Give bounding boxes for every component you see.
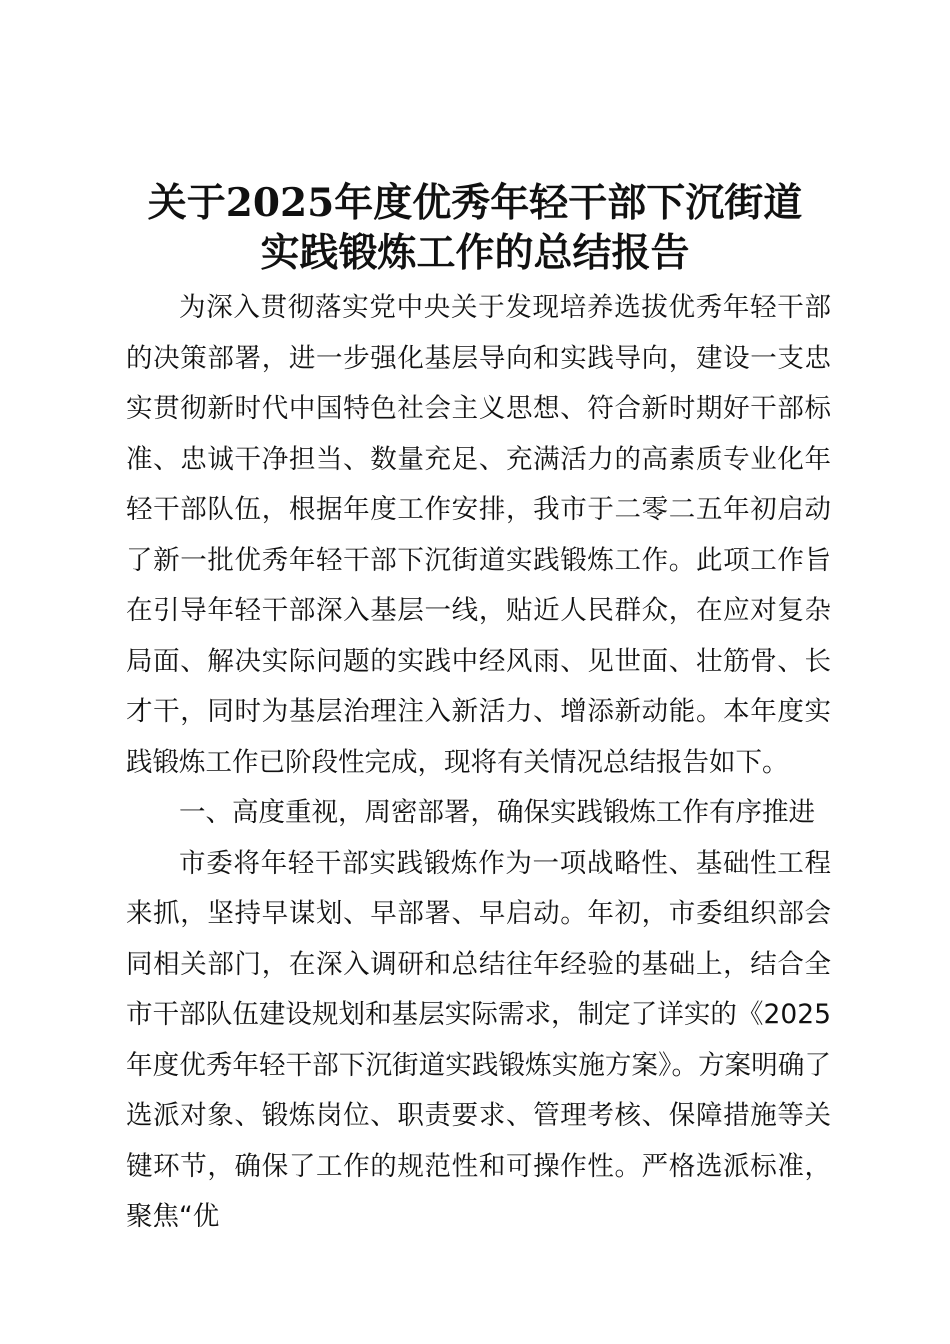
section-heading-1: 一、高度重视，周密部署，确保实践锻炼工作有序推进 — [179, 797, 815, 828]
document-body — [126, 283, 831, 1243]
intro-paragraph: 为深入贯彻落实党中央关于发现培养选拔优秀年轻干部的决策部署，进一步强化基层导向和实践导向，建设一支忠实贯彻新时代中国特色社会主义思想、符合新时期好干部标准、忠诚干净担当、数量充足、充满活力的高素质专业化年轻干部队伍，根据年度工作安排，我市于二零二五年初启动了新一批优秀年轻干部下沉街道实践锻炼工作。此项工作旨在引导年轻干部深入基层一线，贴近人民群众，在应对复杂局面、解决实际问题的实践中经风雨、见世面、壮筋骨、长才干，同时为基层治理注入新活力、增添新动能。本年度实践锻炼工作已阶段性完成，现将有关情况总结报告如下。 — [126, 292, 831, 778]
document-title — [80, 178, 870, 278]
section-1-paragraph: 市委将年轻干部实践锻炼作为一项战略性、基础性工程来抓，坚持早谋划、早部署、早启动。年初，市委组织部会同相关部门，在深入调研和总结往年经验的基础上，结合全市干部队伍建设规划和基层实际需求，制定了详实的《2025年度优秀年轻干部下沉街道实践锻炼实施方案》。方案明确了选派对象、锻炼岗位、职责要求、管理考核、保障措施等关键环节，确保了工作的规范性和可操作性。严格选派标准，聚焦“优 — [126, 847, 831, 1232]
title-line-1: 关于2025年度优秀年轻干部下沉街道 — [147, 180, 803, 226]
title-line-2: 实践锻炼工作的总结报告 — [260, 230, 690, 276]
